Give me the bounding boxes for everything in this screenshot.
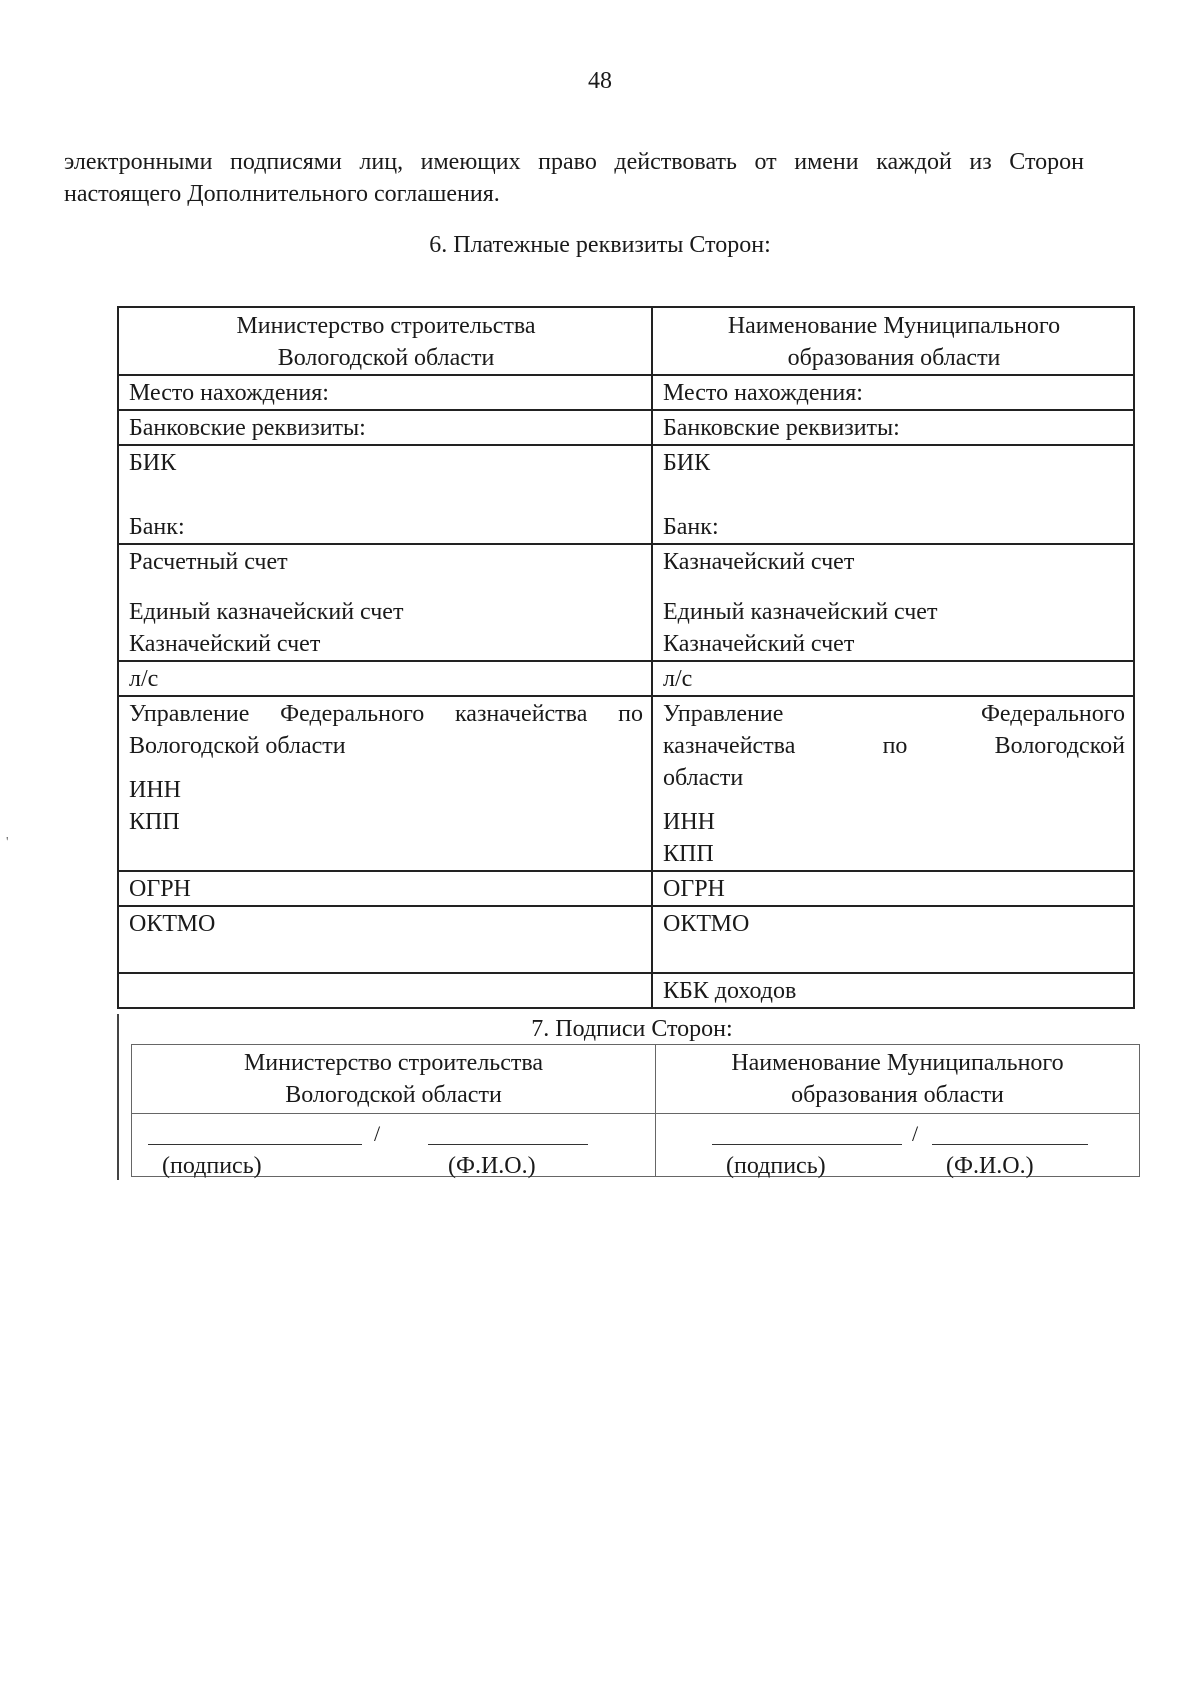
right-single-treasury-account: Единый казначейский счет bbox=[663, 599, 938, 625]
signatures-table bbox=[131, 1044, 1140, 1177]
right-signature-line[interactable] bbox=[712, 1144, 902, 1145]
table-row bbox=[118, 696, 1134, 871]
right-treasury-dept-row1 bbox=[663, 698, 1125, 730]
right-header-line2: образования области bbox=[787, 345, 1001, 371]
left-settlement-account: Расчетный счет bbox=[129, 549, 288, 575]
right-oktmo: ОКТМО bbox=[652, 906, 1134, 973]
right-header-line1: Наименование Муниципального bbox=[727, 313, 1061, 339]
right-bank-details: Банковские реквизиты: bbox=[652, 410, 1134, 445]
right-name-caption: (Ф.И.О.) bbox=[946, 1153, 1034, 1179]
left-inn: ИНН bbox=[129, 777, 181, 803]
right-treasury-word: Федерального bbox=[980, 701, 1125, 727]
right-treasury-account: Казначейский счет bbox=[663, 631, 855, 657]
section-6-title: 6. Платежные реквизиты Сторон: bbox=[429, 232, 771, 258]
left-signature-line[interactable] bbox=[148, 1144, 362, 1145]
left-empty-cell bbox=[118, 973, 652, 1008]
intro-paragraph: электронными подписями лиц, имеющих право действовать от имени каждой из Сторон настоящего Дополнительного соглашения. bbox=[64, 149, 1084, 207]
table-row bbox=[118, 544, 1134, 661]
right-location: Место нахождения: bbox=[652, 375, 1134, 410]
right-party-header bbox=[652, 307, 1134, 375]
right-kpp: КПП bbox=[663, 841, 714, 867]
right-treasury-word: Управление bbox=[663, 701, 784, 727]
left-treasury-account: Казначейский счет bbox=[129, 631, 321, 657]
left-bik: БИК bbox=[129, 450, 177, 476]
right-treasury-word: области bbox=[663, 765, 744, 791]
right-signature-caption: (подпись) bbox=[726, 1153, 826, 1179]
right-treasury-word: Вологодской bbox=[994, 733, 1125, 759]
right-sign-header-line2: образования области bbox=[791, 1082, 1004, 1108]
right-name-line[interactable] bbox=[932, 1144, 1088, 1145]
left-kpp: КПП bbox=[129, 809, 180, 835]
right-kbk-income: КБК доходов bbox=[652, 973, 1134, 1008]
left-name-line[interactable] bbox=[428, 1144, 588, 1145]
right-slash: / bbox=[912, 1121, 919, 1146]
right-bank: Банк: bbox=[663, 514, 719, 540]
section-7-title: 7. Подписи Сторон: bbox=[531, 1016, 733, 1042]
left-bank-details: Банковские реквизиты: bbox=[118, 410, 652, 445]
right-sign-header-line1: Наименование Муниципального bbox=[731, 1050, 1064, 1076]
table-row bbox=[118, 973, 1134, 1008]
right-signature-cell bbox=[656, 1114, 1140, 1177]
left-frame-line bbox=[117, 1014, 119, 1180]
left-sign-header-line1: Министерство строительства bbox=[243, 1050, 544, 1076]
left-oktmo: ОКТМО bbox=[118, 906, 652, 973]
right-inn: ИНН bbox=[663, 809, 715, 835]
table-row bbox=[118, 906, 1134, 973]
left-header-line1: Министерство строительства bbox=[236, 313, 536, 339]
left-signature-block bbox=[132, 1114, 655, 1179]
table-row bbox=[118, 445, 1134, 544]
left-bik-bank bbox=[118, 445, 652, 544]
left-treasury-dept: Управление Федерального казначейства по Вологодской области bbox=[129, 701, 643, 759]
margin-mark: ' bbox=[6, 835, 9, 850]
left-treasury-block bbox=[118, 696, 652, 871]
left-party-header bbox=[118, 307, 652, 375]
table-row bbox=[132, 1114, 1140, 1177]
right-sign-header bbox=[656, 1045, 1140, 1114]
left-signature-cell bbox=[132, 1114, 656, 1177]
left-accounts bbox=[118, 544, 652, 661]
right-treasury-word: по bbox=[882, 733, 908, 759]
right-treasury-dept-row2 bbox=[663, 730, 1125, 762]
table-row bbox=[118, 410, 1134, 445]
right-accounts bbox=[652, 544, 1134, 661]
right-treasury-account-top: Казначейский счет bbox=[663, 549, 855, 575]
right-ogrn: ОГРН bbox=[652, 871, 1134, 906]
right-treasury-word: казначейства bbox=[663, 733, 796, 759]
left-slash: / bbox=[374, 1121, 381, 1146]
left-sign-header-line2: Вологодской области bbox=[285, 1082, 502, 1108]
left-location: Место нахождения: bbox=[118, 375, 652, 410]
left-personal-account: л/с bbox=[118, 661, 652, 696]
left-sign-header bbox=[132, 1045, 656, 1114]
left-header-line2: Вологодской области bbox=[277, 345, 495, 371]
left-name-caption: (Ф.И.О.) bbox=[448, 1153, 536, 1179]
table-row bbox=[118, 375, 1134, 410]
left-signature-caption: (подпись) bbox=[162, 1153, 262, 1179]
page-number: 48 bbox=[588, 68, 612, 94]
right-personal-account: л/с bbox=[652, 661, 1134, 696]
table-row bbox=[132, 1045, 1140, 1114]
right-treasury-block bbox=[652, 696, 1134, 871]
left-bank: Банк: bbox=[129, 514, 185, 540]
table-row bbox=[118, 661, 1134, 696]
payment-requisites-table bbox=[117, 306, 1135, 1009]
left-ogrn: ОГРН bbox=[118, 871, 652, 906]
right-bik: БИК bbox=[663, 450, 711, 476]
right-signature-block bbox=[656, 1114, 1139, 1179]
left-single-treasury-account: Единый казначейский счет bbox=[129, 599, 404, 625]
table-row bbox=[118, 307, 1134, 375]
table-row bbox=[118, 871, 1134, 906]
right-bik-bank bbox=[652, 445, 1134, 544]
